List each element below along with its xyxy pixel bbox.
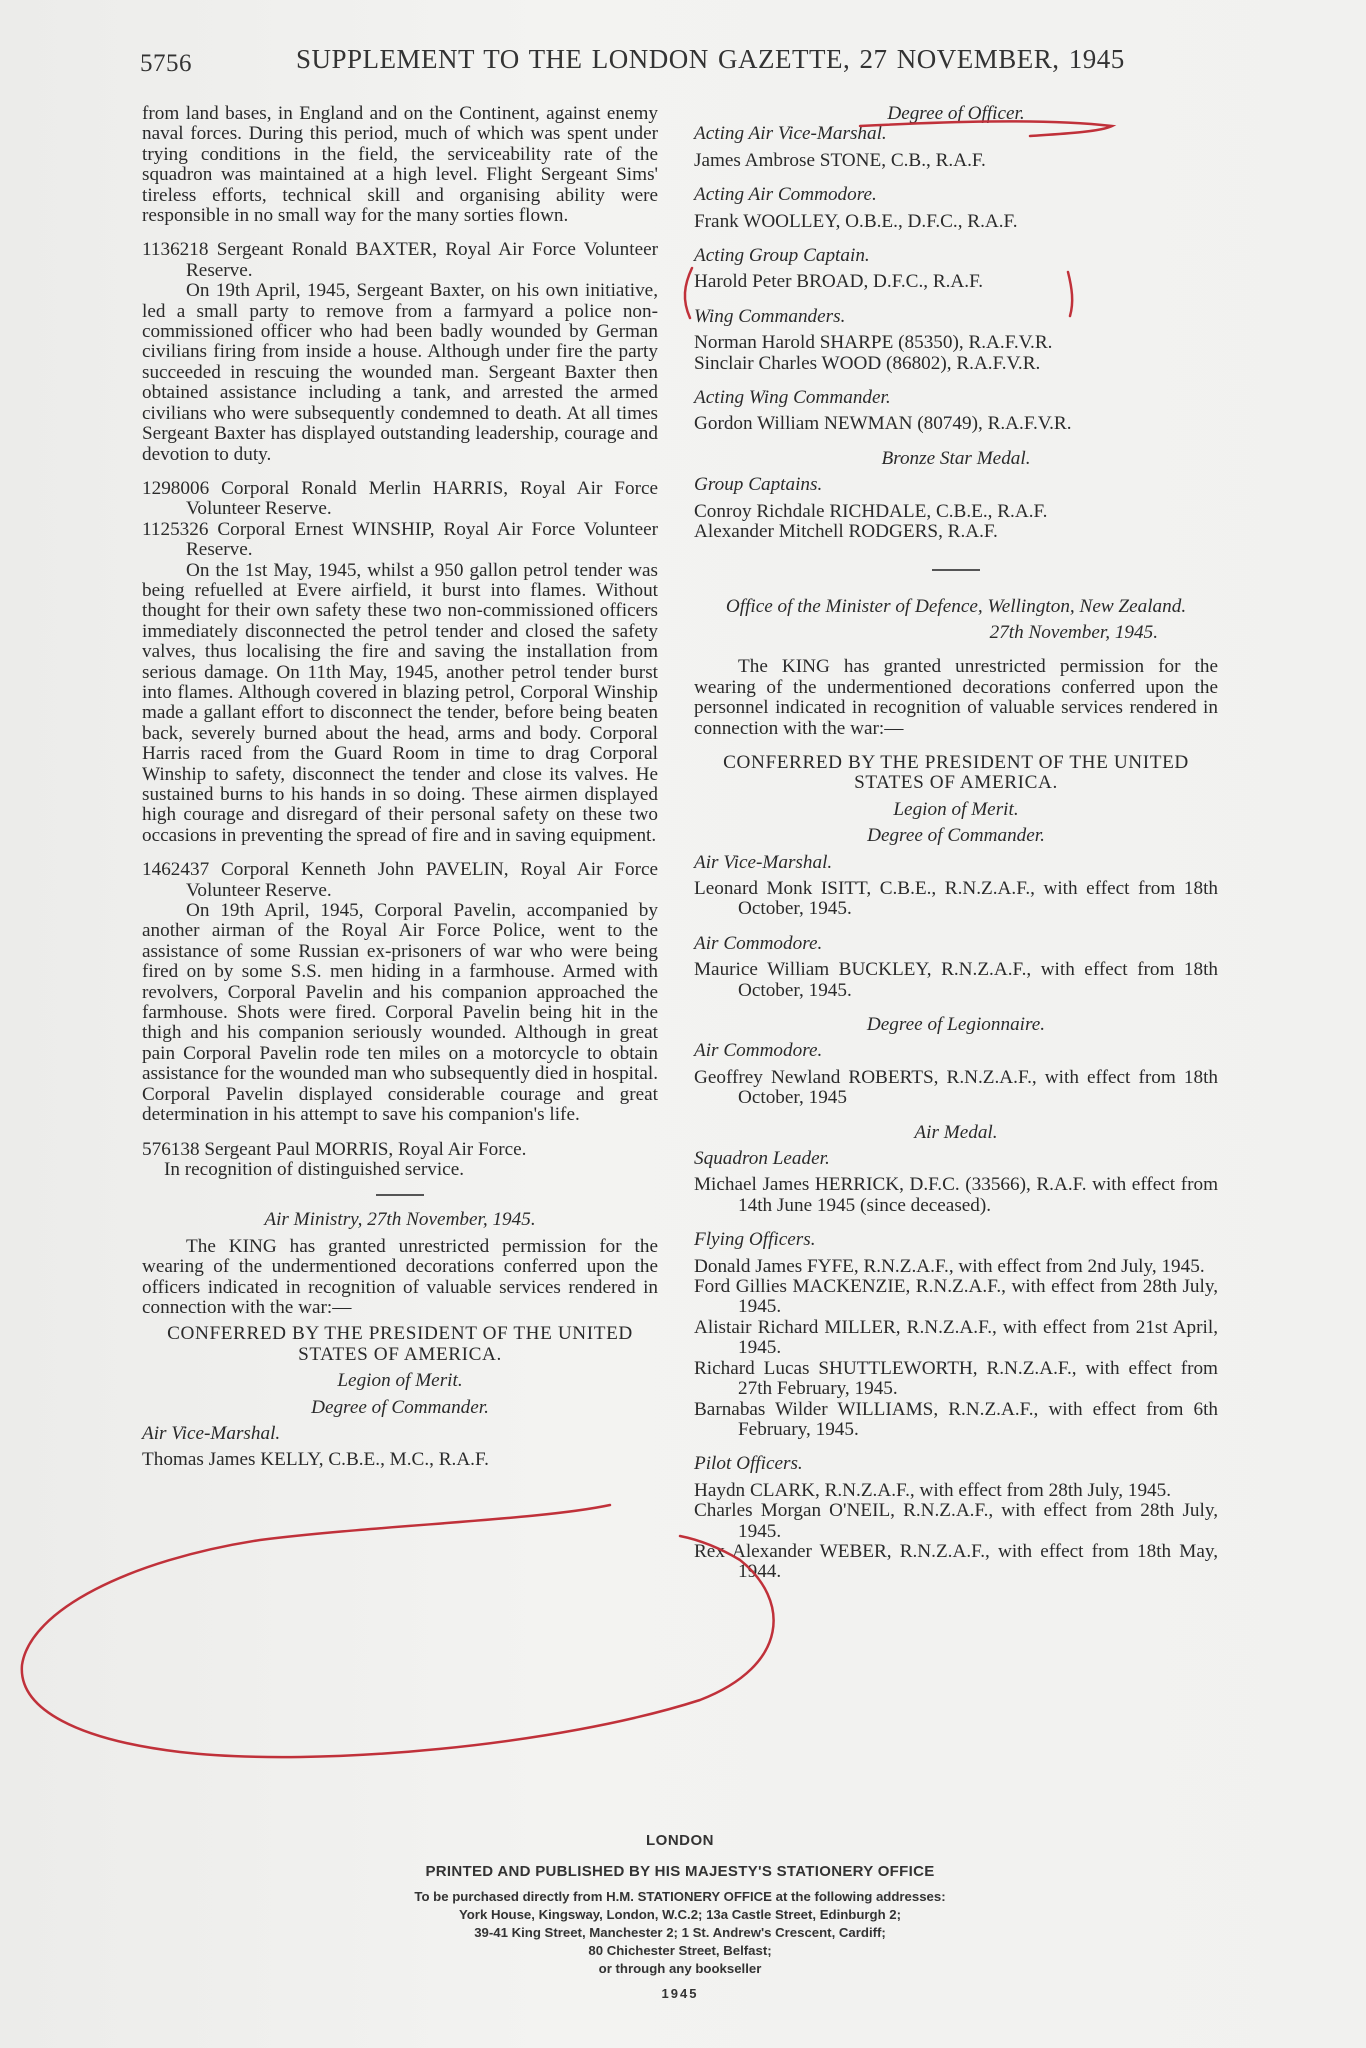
clark-entry: Haydn CLARK, R.N.Z.A.F., with effect from 28th July, 1945. — [694, 1479, 1172, 1501]
imprint-address-line: To be purchased directly from H.M. STATIONERY OFFICE at the following addresses: — [414, 1889, 946, 1904]
circle-stroke — [22, 1505, 774, 1757]
baxter-heading: 1136218 Sergeant Ronald BAXTER, Royal Air Force Volunteer Reserve. — [142, 239, 658, 281]
herrick-entry: Michael James HERRICK, D.F.C. (33566), R.A.F. with effect from 14th June 1945 (since deceased). — [694, 1174, 1218, 1216]
imprint-address-line: 39-41 King Street, Manchester 2; 1 St. Andrew's Crescent, Cardiff; — [474, 1925, 886, 1940]
rodgers-entry: Alexander Mitchell RODGERS, R.A.F. — [694, 521, 998, 543]
imprint-city: LONDON — [646, 1832, 714, 1849]
king-permission-paragraph: The KING has granted unrestricted permission for the wearing of the undermentioned decorations conferred upon the personnel indicated in recognition of valuable services rendered in connection with the war:— — [694, 656, 1218, 739]
morris-heading: 576138 Sergeant Paul MORRIS, Royal Air Force. — [142, 1138, 527, 1160]
degree-commander-heading: Degree of Commander. — [867, 825, 1045, 847]
broad-entry: Harold Peter BROAD, D.F.C., R.A.F. — [694, 271, 984, 293]
rank-pilot-officers: Pilot Officers. — [694, 1453, 803, 1475]
kelly-entry: Thomas James KELLY, C.B.E., M.C., R.A.F. — [142, 1449, 489, 1471]
rank-wing-commanders: Wing Commanders. — [694, 305, 846, 327]
williams-entry: Barnabas Wilder WILLIAMS, R.N.Z.A.F., with effect from 6th February, 1945. — [694, 1398, 1218, 1440]
mackenzie-entry: Ford Gillies MACKENZIE, R.N.Z.A.F., with effect from 28th July, 1945. — [694, 1276, 1218, 1318]
rank-air-commodore: Air Commodore. — [694, 1040, 823, 1062]
wood-entry: Sinclair Charles WOOD (86802), R.A.F.V.R. — [694, 352, 1041, 374]
imprint-address-line: York House, Kingsway, London, W.C.2; 13a Castle Street, Edinburgh 2; — [458, 1907, 902, 1922]
minister-of-defence-office: Office of the Minister of Defence, Wellington, New Zealand. — [725, 595, 1187, 617]
fyfe-entry: Donald James FYFE, R.N.Z.A.F., with effect from 2nd July, 1945. — [694, 1255, 1205, 1277]
harris-heading: 1298006 Corporal Ronald Merlin HARRIS, Royal Air Force Volunteer Reserve. — [142, 477, 658, 520]
gazette-title: SUPPLEMENT TO THE LONDON GAZETTE, 27 NOVEMBER, 1945 — [296, 44, 1125, 74]
pavelin-heading: 1462437 Corporal Kenneth John PAVELIN, Royal Air Force Volunteer Reserve. — [142, 859, 658, 901]
stone-entry: James Ambrose STONE, C.B., R.A.F. — [694, 149, 986, 171]
office-dateline: 27th November, 1945. — [989, 621, 1158, 643]
winship-heading: 1125326 Corporal Ernest WINSHIP, Royal Air Force Volunteer Reserve. — [142, 518, 658, 561]
degree-officer-heading: Degree of Officer. — [887, 103, 1025, 124]
degree-commander-heading: Degree of Commander. — [311, 1396, 489, 1418]
conferred-heading: CONFERRED BY THE PRESIDENT OF THE UNITED STATES OF AMERICA. — [167, 1323, 633, 1365]
rank-flying-officers: Flying Officers. — [694, 1229, 816, 1251]
bracket-stroke — [1068, 272, 1072, 316]
harris-winship-citation: On the 1st May, 1945, whilst a 950 gallon petrol tender was being refuelled at Evere airfield, it burst into flames. Without thought for their own safety these two non-commissioned officers immediately disconnected the petrol tender and closed the safety valves, thus localising the fire and saving the installation from serious damage. On 11th May, 1945, another petrol tender burst into flames. Although covered in blazing petrol, Corporal Winship made a gallant effort to disconnect the tender, before being beaten back, severely burned about the head, arms and body. Corporal Harris raced from the Guard Room in time to drag Corporal Winship to safety, disconnect the tender and close its valves. He sustained burns to his hands in so doing. These airmen displayed high courage and disregard of their personal safety on these two occasions in preventing the spread of fire and in saving equipment. — [142, 559, 658, 846]
newman-entry: Gordon William NEWMAN (80749), R.A.F.V.R. — [694, 413, 1072, 435]
oneil-entry: Charles Morgan O'NEIL, R.N.Z.A.F., with effect from 28th July, 1945. — [694, 1500, 1218, 1542]
underline-stroke — [860, 121, 1112, 136]
rank-acting-wing-commander: Acting Wing Commander. — [694, 387, 891, 409]
shuttleworth-entry: Richard Lucas SHUTTLEWORTH, R.N.Z.A.F., with effect from 27th February, 1945. — [694, 1357, 1218, 1400]
rank-group-captains: Group Captains. — [694, 474, 823, 496]
legion-of-merit-heading: Legion of Merit. — [893, 798, 1019, 820]
rank-air-vice-marshal: Air Vice-Marshal. — [694, 851, 833, 873]
page-number: 5756 — [140, 50, 192, 77]
morris-citation: In recognition of distinguished service. — [164, 1158, 465, 1180]
rank-acting-air-commodore: Acting Air Commodore. — [694, 184, 877, 206]
bronze-star-heading: Bronze Star Medal. — [881, 447, 1031, 469]
richdale-entry: Conroy Richdale RICHDALE, C.B.E., R.A.F. — [694, 500, 1048, 522]
sims-citation-end: from land bases, in England and on the Continent, against enemy naval forces. During this period, much of which was spent under trying conditions in the field, the serviceability rate of the squadron was maintained at a high level. Flight Sergeant Sims' tireless efforts, technical skill and organising ability were responsible in no small way for the many sorties flown. — [142, 103, 658, 227]
imprint-address-line: 80 Chichester Street, Belfast; — [588, 1943, 772, 1958]
buckley-entry: Maurice William BUCKLEY, R.N.Z.A.F., with effect from 18th October, 1945. — [694, 959, 1218, 1001]
sharpe-entry: Norman Harold SHARPE (85350), R.A.F.V.R. — [694, 332, 1053, 354]
baxter-citation: On 19th April, 1945, Sergeant Baxter, on his own initiative, led a small party to remove from a farmyard a police non-commissioned officer who had been badly wounded by German civilians firing from inside a house. Although under fire the party succeeded in rescuing the wounded man. Sergeant Baxter then obtained assistance including a tank, and arrested the armed civilians who were subsequently condemned to death. At all times Sergeant Baxter has displayed outstanding leadership, courage and devotion to duty. — [142, 280, 658, 465]
air-medal-heading: Air Medal. — [914, 1121, 998, 1143]
conferred-heading: CONFERRED BY THE PRESIDENT OF THE UNITED STATES OF AMERICA. — [723, 751, 1189, 794]
rank-acting-group-captain: Acting Group Captain. — [694, 245, 870, 267]
degree-legionnaire-heading: Degree of Legionnaire. — [866, 1014, 1046, 1035]
imprint-printer: PRINTED AND PUBLISHED BY HIS MAJESTY'S STATIONERY OFFICE — [425, 1863, 935, 1880]
rank-air-commodore: Air Commodore. — [694, 932, 823, 954]
isitt-entry: Leonard Monk ISITT, C.B.E., R.N.Z.A.F., with effect from 18th October, 1945. — [694, 877, 1218, 920]
pavelin-citation: On 19th April, 1945, Corporal Pavelin, accompanied by another airman of the Royal Air Force Police, went to the assistance of some Russian ex-prisoners of war who were being fired on by some S.S. men hiding in a farmhouse. Armed with revolvers, Corporal Pavelin and his companion approached the farmhouse. Shots were fired. Corporal Pavelin being hit in the thigh and his companion seriously wounded. Although in great pain Corporal Pavelin rode ten miles on a motorcycle to obtain assistance for the wounded man who subsequently died in hospital. Corporal Pavelin displayed considerable courage and great determination in his attempt to save his companion's life. — [142, 900, 658, 1126]
bracket-stroke — [685, 268, 692, 318]
air-ministry-dateline: Air Ministry, 27th November, 1945. — [264, 1209, 536, 1231]
rank-squadron-leader: Squadron Leader. — [694, 1148, 830, 1170]
roberts-entry: Geoffrey Newland ROBERTS, R.N.Z.A.F., with effect from 18th October, 1945 — [694, 1066, 1218, 1109]
legion-of-merit-heading: Legion of Merit. — [337, 1370, 463, 1392]
king-permission-paragraph: The KING has granted unrestricted permission for the wearing of the undermentioned decorations conferred upon the officers indicated in recognition of valuable services rendered in connection with the war:— — [142, 1235, 658, 1318]
woolley-entry: Frank WOOLLEY, O.B.E., D.F.C., R.A.F. — [694, 210, 1018, 232]
miller-entry: Alistair Richard MILLER, R.N.Z.A.F., with effect from 21st April, 1945. — [694, 1316, 1218, 1359]
imprint-address-line: or through any bookseller — [598, 1961, 762, 1976]
imprint-year: 1945 — [661, 1986, 699, 2001]
weber-entry: Rex Alexander WEBER, R.N.Z.A.F., with effect from 18th May, 1944. — [694, 1540, 1218, 1583]
rank-air-vice-marshal: Air Vice-Marshal. — [142, 1422, 281, 1444]
rank-acting-air-vice-marshal: Acting Air Vice-Marshal. — [694, 123, 887, 145]
